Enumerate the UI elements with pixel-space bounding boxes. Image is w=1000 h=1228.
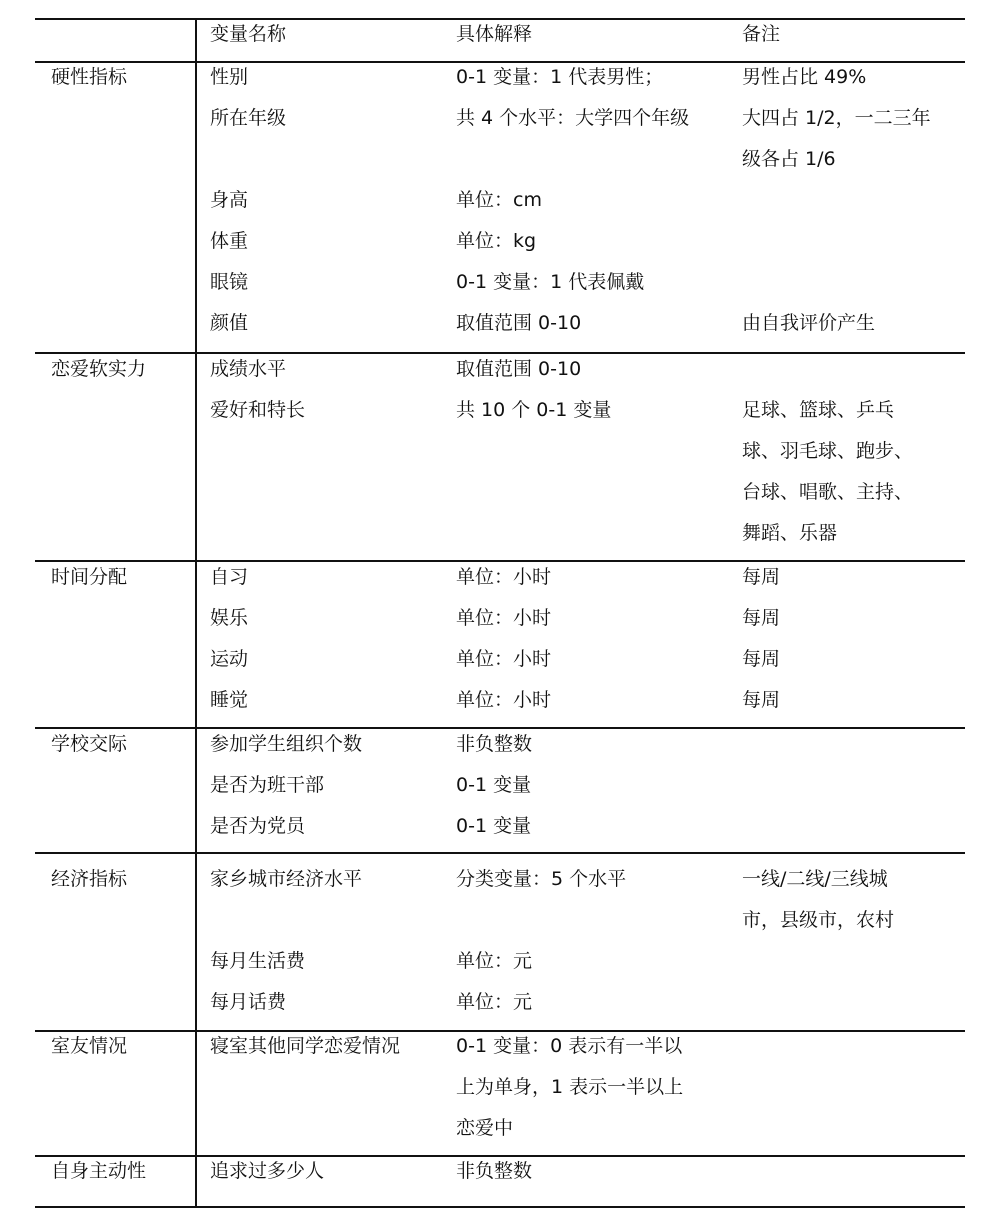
variable-name: 睡觉 bbox=[210, 689, 249, 711]
variable-explanation: 0-1 变量：0 表示有一半以 bbox=[456, 1035, 683, 1057]
category-label: 时间分配 bbox=[51, 566, 128, 588]
variable-note: 市，县级市，农村 bbox=[742, 909, 895, 931]
variable-explanation: 上为单身，1 表示一半以上 bbox=[456, 1076, 684, 1098]
variable-explanation: 单位：元 bbox=[456, 950, 533, 972]
category-label: 室友情况 bbox=[51, 1035, 128, 1057]
variable-explanation: 恋爱中 bbox=[456, 1117, 514, 1139]
variable-explanation: 0-1 变量 bbox=[456, 815, 532, 837]
variable-note: 大四占 1/2，一二三年 bbox=[742, 107, 931, 129]
variable-note: 球、羽毛球、跑步、 bbox=[742, 440, 914, 462]
category-label: 恋爱软实力 bbox=[51, 358, 147, 380]
variable-explanation: 单位：小时 bbox=[456, 566, 552, 588]
category-label: 经济指标 bbox=[51, 868, 128, 890]
variable-table bbox=[35, 0, 965, 1228]
variable-explanation: 分类变量：5 个水平 bbox=[456, 868, 627, 890]
header-variable-name: 变量名称 bbox=[210, 23, 287, 45]
variable-name: 是否为班干部 bbox=[210, 774, 325, 796]
variable-explanation: 共 4 个水平：大学四个年级 bbox=[456, 107, 690, 129]
variable-name: 颜值 bbox=[210, 312, 249, 334]
category-label: 自身主动性 bbox=[51, 1160, 147, 1182]
variable-explanation: 0-1 变量：1 代表佩戴 bbox=[456, 271, 645, 293]
variable-name: 性别 bbox=[210, 66, 249, 88]
variable-note: 每周 bbox=[742, 689, 781, 711]
variable-note: 足球、篮球、乒乓 bbox=[742, 399, 895, 421]
variable-explanation: 单位：元 bbox=[456, 991, 533, 1013]
variable-name: 所在年级 bbox=[210, 107, 287, 129]
variable-name: 爱好和特长 bbox=[210, 399, 306, 421]
variable-name: 运动 bbox=[210, 648, 249, 670]
variable-note: 舞蹈、乐器 bbox=[742, 522, 838, 544]
variable-explanation: 0-1 变量：1 代表男性； bbox=[456, 66, 664, 88]
variable-name: 寝室其他同学恋爱情况 bbox=[210, 1035, 401, 1057]
variable-name: 家乡城市经济水平 bbox=[210, 868, 363, 890]
category-label: 学校交际 bbox=[51, 733, 128, 755]
group-rule bbox=[35, 1206, 965, 1208]
variable-note: 男性占比 49% bbox=[742, 66, 867, 88]
variable-name: 体重 bbox=[210, 230, 249, 252]
variable-note: 由自我评价产生 bbox=[742, 312, 876, 334]
variable-explanation: 单位：cm bbox=[456, 189, 542, 211]
variable-explanation: 取值范围 0-10 bbox=[456, 358, 582, 380]
variable-explanation: 0-1 变量 bbox=[456, 774, 532, 796]
variable-note: 一线/二线/三线城 bbox=[742, 868, 888, 890]
variable-name: 自习 bbox=[210, 566, 249, 588]
variable-note: 每周 bbox=[742, 566, 781, 588]
variable-explanation: 单位：小时 bbox=[456, 689, 552, 711]
group-rule bbox=[35, 852, 965, 854]
variable-explanation: 单位：kg bbox=[456, 230, 537, 252]
variable-name: 追求过多少人 bbox=[210, 1160, 325, 1182]
variable-name: 每月生活费 bbox=[210, 950, 306, 972]
variable-explanation: 非负整数 bbox=[456, 1160, 533, 1182]
header-explanation: 具体解释 bbox=[456, 23, 533, 45]
variable-name: 眼镜 bbox=[210, 271, 249, 293]
variable-explanation: 非负整数 bbox=[456, 733, 533, 755]
variable-note: 台球、唱歌、主持、 bbox=[742, 481, 914, 503]
variable-explanation: 单位：小时 bbox=[456, 648, 552, 670]
category-label: 硬性指标 bbox=[51, 66, 128, 88]
variable-name: 成绩水平 bbox=[210, 358, 287, 380]
header-note: 备注 bbox=[742, 23, 781, 45]
variable-name: 娱乐 bbox=[210, 607, 249, 629]
variable-note: 每周 bbox=[742, 648, 781, 670]
variable-explanation: 取值范围 0-10 bbox=[456, 312, 582, 334]
variable-name: 每月话费 bbox=[210, 991, 287, 1013]
variable-name: 身高 bbox=[210, 189, 249, 211]
variable-explanation: 单位：小时 bbox=[456, 607, 552, 629]
variable-name: 是否为党员 bbox=[210, 815, 306, 837]
variable-note: 级各占 1/6 bbox=[742, 148, 836, 170]
variable-explanation: 共 10 个 0-1 变量 bbox=[456, 399, 612, 421]
variable-note: 每周 bbox=[742, 607, 781, 629]
variable-name: 参加学生组织个数 bbox=[210, 733, 363, 755]
